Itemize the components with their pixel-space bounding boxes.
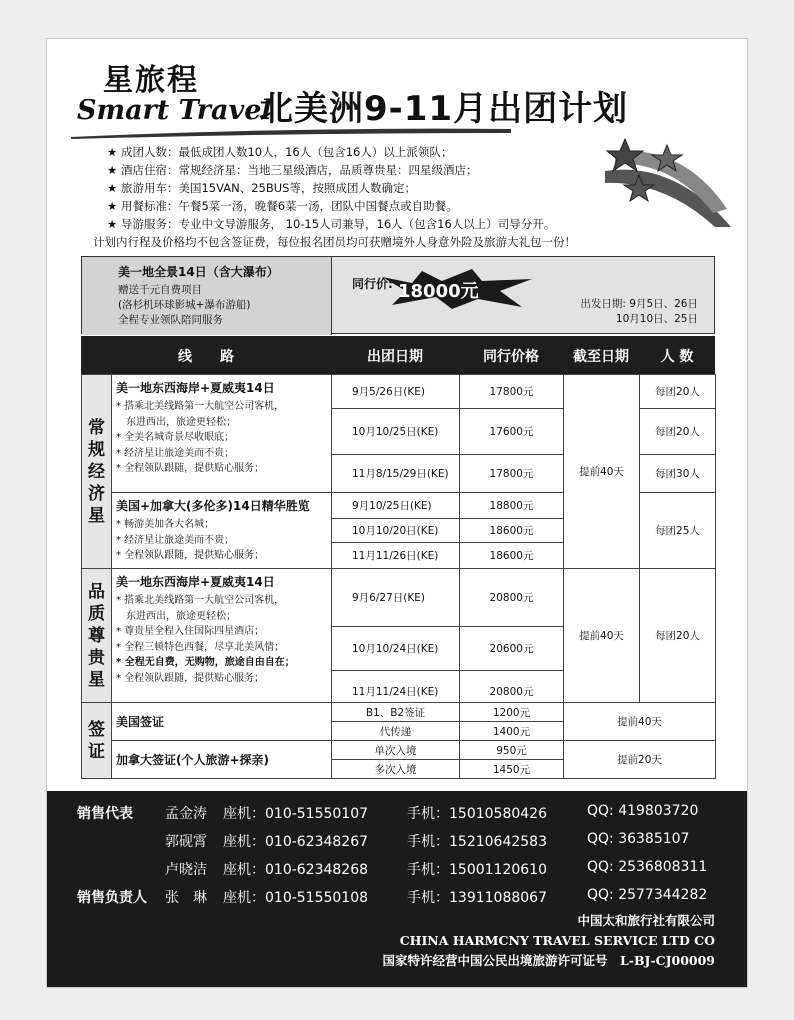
company-license: 国家特许经营中国公民出境旅游许可证号 L-BJ-CJ00009: [382, 953, 715, 968]
route-line: * 尊贵星全程入住国际四星酒店；: [116, 626, 265, 637]
category-visa: 签证: [82, 703, 112, 779]
route-line: * 搭乘北美线路第一大航空公司客机，: [116, 595, 285, 606]
flyer-page: [46, 38, 748, 988]
company-name-en: CHINA HARMCNY TRAVEL SERVICE LTD CO: [399, 933, 715, 948]
title-underline-swoosh: [71, 127, 511, 139]
role-label: 销售代表: [77, 806, 133, 822]
price-cell: 17800元: [460, 375, 564, 409]
tour-rows: [81, 374, 716, 779]
price-cell: 20800元: [460, 671, 564, 703]
route-title: 美一地东西海岸+夏威夷14日: [116, 381, 275, 395]
contact-phone: 座机：010-51550107: [223, 806, 369, 822]
people-cell: 每团30人: [640, 455, 716, 493]
visa-type-cell: 多次入境: [332, 760, 460, 779]
price-cell: 1450元: [460, 760, 564, 779]
col-deadline: 截至日期: [573, 349, 629, 365]
table-row: [82, 375, 716, 409]
date-cell: 11月11/26日(KE): [332, 543, 460, 569]
route-line: * 全程领队跟随，提供贴心服务；: [116, 550, 265, 561]
contact-qq: QQ: 419803720: [587, 803, 699, 819]
sales-contacts: [47, 791, 748, 988]
logo-english: Smart Travel: [77, 95, 272, 126]
contact-mobile: 手机：15010580426: [407, 806, 547, 822]
visa-type-cell: 代传递: [332, 722, 460, 741]
logo-chinese: 星旅程: [103, 63, 199, 98]
price-cell: 17800元: [460, 455, 564, 493]
route-line: * 全程无自费，无购物，旅途自由自在；: [116, 657, 295, 668]
table-row: [82, 741, 716, 760]
people-cell: 每团20人: [640, 375, 716, 409]
route-line: * 经济星让旅途美而不贵；: [116, 534, 235, 546]
col-price: 同行价格: [483, 349, 539, 365]
price-cell: 18600元: [460, 519, 564, 543]
route-line: 东进西出，旅途更轻松；: [126, 610, 236, 622]
category-premium: 品质尊贵星: [82, 569, 112, 703]
price-cell: 18600元: [460, 543, 564, 569]
featured-price: 18000元: [398, 281, 479, 302]
featured-departure: 10月10日、25日: [615, 313, 698, 325]
contact-qq: QQ: 36385107: [587, 831, 690, 847]
contact-mobile: 手机：13911088067: [407, 890, 547, 906]
contact-name: 张 琳: [165, 890, 207, 906]
route-line: * 经济星让旅途美而不贵；: [116, 447, 235, 459]
route-line: 东进西出，旅途更轻松；: [126, 416, 236, 428]
date-cell: 10月10/20日(KE): [332, 519, 460, 543]
contact-mobile: 手机：15210642583: [407, 834, 547, 850]
table-row: [82, 569, 716, 627]
terms-list: [93, 143, 647, 251]
date-cell: 9月5/26日(KE): [332, 375, 460, 409]
contact-row: [47, 827, 748, 855]
table-row: [82, 703, 716, 722]
featured-title: 美一地全景14日（含大瀑布）: [118, 265, 279, 279]
contact-qq: QQ: 2577344282: [587, 887, 708, 903]
route-line: * 全程领队跟随，提供贴心服务；: [116, 463, 265, 474]
company-info: [383, 911, 716, 971]
terms-item: ★ 用餐标准：午餐5菜一汤，晚餐6菜一汤，团队中国餐点或自助餐。: [107, 197, 647, 215]
page-title: 北美洲9-11月出团计划: [259, 89, 629, 129]
terms-item: ★ 成团人数：最低成团人数10人，16人（包含16人）以上派领队；: [107, 143, 647, 161]
contact-name: 孟金涛: [165, 806, 207, 822]
people-cell: 每团20人: [640, 409, 716, 455]
price-cell: 17600元: [460, 409, 564, 455]
price-cell: 20800元: [460, 569, 564, 627]
contact-name: 卢晓洁: [165, 862, 207, 878]
terms-item: ★ 酒店住宿：常规经济星：当地三星级酒店，品质尊贵星：四星级酒店；: [107, 161, 647, 179]
contact-row: [47, 883, 748, 911]
route-line: * 全程三顿特色西餐，尽享北美风情；: [116, 641, 285, 653]
terms-note: 计划内行程及价格均不包含签证费，每位报名团员均可获赠境外人身意外险及旅游大礼包一份！: [93, 235, 576, 249]
visa-type-cell: B1、B2签证: [332, 703, 460, 722]
route-title: 美一地东西海岸+夏威夷14日: [116, 575, 275, 589]
route-line: * 畅游美加各大名城；: [116, 519, 215, 530]
price-cell: 20600元: [460, 627, 564, 671]
route-premium: [112, 569, 332, 703]
date-cell: 11月8/15/29日(KE): [332, 455, 460, 493]
terms-item: ★ 旅游用车：美国15VAN、25BUS等，按照成团人数确定；: [107, 179, 647, 197]
category-economy: 常规经济星: [82, 375, 112, 569]
featured-line: 全程专业领队陪同服务: [118, 314, 223, 326]
date-cell: 9月6/27日(KE): [332, 569, 460, 627]
visa-type-cell: 单次入境: [332, 741, 460, 760]
contact-name: 郭砚霄: [165, 834, 207, 850]
featured-line: (洛杉机环球影城+瀑布游船): [118, 299, 251, 311]
date-cell: 9月10/25日(KE): [332, 493, 460, 519]
date-cell: 10月10/24日(KE): [332, 627, 460, 671]
contact-row: [47, 799, 748, 827]
route-economy-1: [112, 375, 332, 493]
featured-departure: 出发日期: 9月5日、26日: [580, 298, 698, 310]
col-date: 出团日期: [367, 349, 423, 365]
contact-phone: 座机：010-51550108: [223, 890, 369, 906]
price-cell: 18800元: [460, 493, 564, 519]
deadline-cell: 提前40天: [564, 703, 716, 741]
route-line: * 搭乘北美线路第一大航空公司客机，: [116, 401, 285, 412]
company-name-cn: 中国太和旅行社有限公司: [577, 913, 715, 928]
contact-phone: 座机：010-62348268: [223, 862, 369, 878]
featured-line: 赠送千元自费项目: [118, 284, 202, 296]
contact-phone: 座机：010-62348267: [223, 834, 369, 850]
featured-tour: [81, 256, 715, 334]
price-cell: 1200元: [460, 703, 564, 722]
route-title: 美国+加拿大(多伦多)14日精华胜览: [116, 499, 310, 513]
price-cell: 950元: [460, 741, 564, 760]
date-cell: 11月11/24日(KE): [332, 671, 460, 703]
tour-table: [81, 256, 715, 791]
contact-qq: QQ: 2536808311: [587, 859, 708, 875]
deadline-cell: 提前40天: [564, 375, 640, 569]
people-cell: 每团20人: [640, 569, 716, 703]
contact-row: [47, 855, 748, 883]
featured-price-label: 同行价:: [352, 277, 393, 291]
route-economy-2: [112, 493, 332, 569]
deadline-cell: 提前20天: [564, 741, 716, 779]
col-route: 线 路: [178, 349, 234, 365]
visa-ca-title: 加拿大签证(个人旅游+探亲): [112, 741, 332, 779]
contact-mobile: 手机：15001120610: [407, 862, 547, 878]
route-line: * 全程领队跟随，提供贴心服务；: [116, 672, 265, 684]
people-cell: 每团25人: [640, 493, 716, 569]
role-label: 销售负责人: [77, 890, 147, 906]
terms-item: ★ 导游服务：专业中文导游服务， 10-15人司兼导，16人（包含16人以上）司导分开。: [107, 215, 647, 233]
col-people: 人 数: [660, 349, 694, 365]
visa-us-title: 美国签证: [112, 703, 332, 741]
route-line: * 全美名城奇景尽收眼底；: [116, 432, 235, 443]
date-cell: 10月10/25日(KE): [332, 409, 460, 455]
table-header: [81, 336, 715, 374]
deadline-cell: 提前40天: [564, 569, 640, 703]
price-cell: 1400元: [460, 722, 564, 741]
